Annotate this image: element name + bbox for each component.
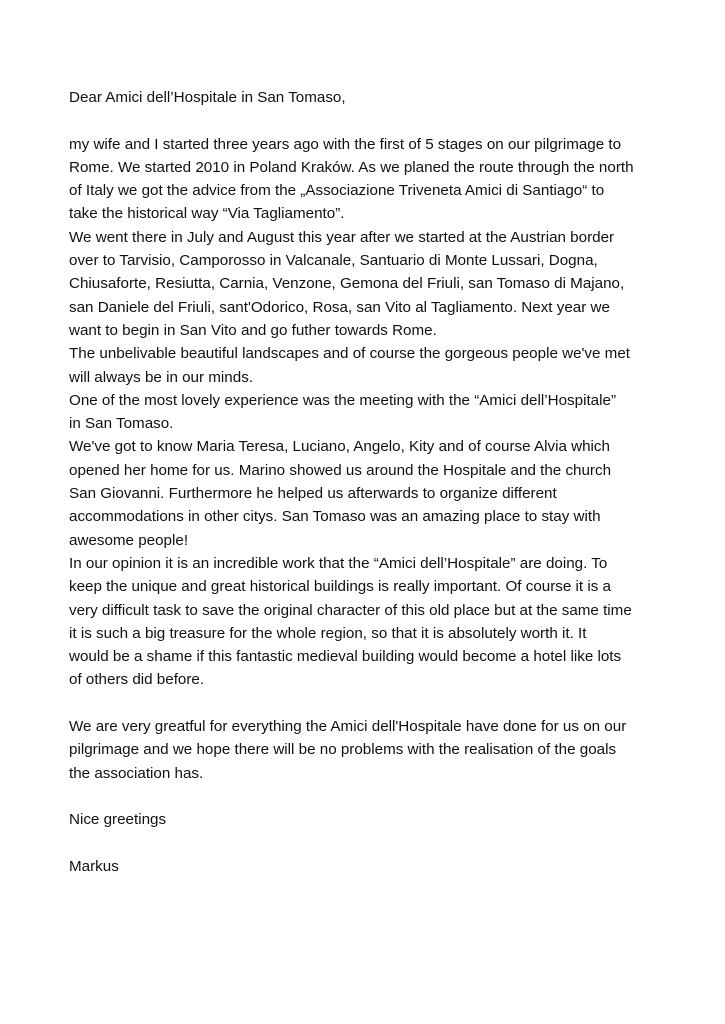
text-line: Chiusaforte, Resiutta, Carnia, Venzone, Gemona del Friuli, san Tomaso di Majano, [69, 275, 625, 293]
text-line: One of the most lovely experience was the meeting with the “Amici dell’Hospitale” [69, 391, 617, 409]
text-line: of Italy we got the advice from the „Associazione Triveneta Amici di Santiago“ to [69, 182, 605, 200]
text-line: want to begin in San Vito and go futher towards Rome. [69, 321, 437, 339]
paragraph-gap [69, 832, 669, 855]
text-line: We went there in July and August this year after we started at the Austrian border [69, 228, 615, 246]
signature: Markus [69, 857, 119, 875]
text-line: In our opinion it is an incredible work that the “Amici dell’Hospitale” are doing. To [69, 554, 608, 572]
text-line: san Daniele del Friuli, sant'Odorico, Rosa, san Vito al Tagliamento. Next year we [69, 298, 610, 316]
text-line: take the historical way “Via Tagliamento”. [69, 205, 345, 223]
text-line: pilgrimage and we hope there will be no problems with the realisation of the goals [69, 741, 617, 759]
text-line: We are very greatful for everything the Amici dell'Hospitale have done for us on our [69, 718, 627, 736]
letter-body [69, 86, 669, 878]
text-line: keep the unique and great historical buildings is really important. Of course it is a [69, 578, 611, 596]
text-line: awesome people! [69, 531, 189, 549]
paragraph-main [69, 133, 669, 692]
text-line: San Giovanni. Furthermore he helped us afterwards to organize different [69, 485, 557, 503]
paragraph-thanks [69, 715, 669, 785]
text-line: over to Tarvisio, Camporosso in Valcanale, Santuario di Monte Lussari, Dogna, [69, 252, 598, 270]
salutation: Dear Amici dell’Hospitale in San Tomaso, [69, 89, 346, 106]
text-line: We've got to know Maria Teresa, Luciano, Angelo, Kity and of course Alvia which [69, 438, 610, 456]
text-line: very difficult task to save the original character of this old place but at the same time [69, 601, 632, 619]
paragraph-gap [69, 692, 669, 715]
text-line: The unbelivable beautiful landscapes and of course the gorgeous people we've met [69, 345, 630, 363]
text-line: Rome. We started 2010 in Poland Kraków. As we planed the route through the north [69, 158, 634, 176]
closing: Nice greetings [69, 811, 167, 829]
text-line: opened her home for us. Marino showed us around the Hospitale and the church [69, 461, 612, 479]
text-line: it is such a big treasure for the whole region, so that it is absolutely worth it. It [69, 624, 587, 642]
text-line: would be a shame if this fantastic medieval building would become a hotel like lots [69, 648, 622, 666]
text-line: the association has. [69, 764, 204, 782]
paragraph-gap [69, 785, 669, 808]
text-line: my wife and I started three years ago with the first of 5 stages on our pilgrimage to [69, 135, 622, 153]
text-line: in San Tomaso. [69, 415, 174, 433]
text-line: will always be in our minds. [69, 368, 254, 386]
text-line: accommodations in other citys. San Tomaso was an amazing place to stay with [69, 508, 601, 526]
paragraph-gap [69, 109, 669, 132]
text-line: of others did before. [69, 671, 205, 689]
